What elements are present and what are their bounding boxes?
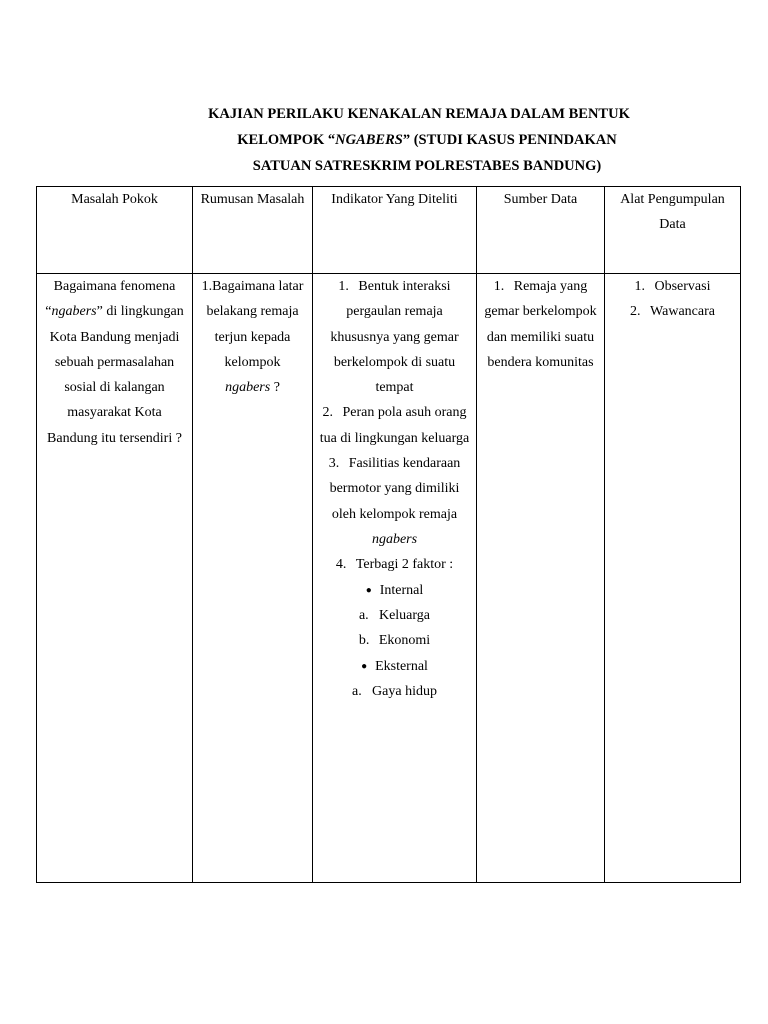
- list-item: 1. Bentuk interaksi pergaulan remaja khususnya yang gemar berkelompok di suatu tempat: [330, 279, 459, 396]
- table-header-row: [37, 187, 741, 274]
- list-item: 4. Terbagi 2 faktor :: [335, 557, 454, 573]
- cell-masalah-pokok: Bagaimana fenomena “ngabers” di lingkungan Kota Bandung menjadi sebuah permasalahan sosial di kalangan masyarakat Kota Bandung itu tersendiri ?: [37, 274, 193, 883]
- cell-rumusan-masalah: 1.Bagaimana latar belakang remaja terjun kepada kelompok ngabers ?: [193, 274, 313, 883]
- header-rumusan-masalah: Rumusan Masalah: [193, 187, 313, 274]
- list-item: b. Ekonomi: [358, 633, 431, 649]
- list-item: ● Internal: [317, 578, 472, 603]
- document-title: [0, 101, 768, 179]
- list-item: 1. Observasi: [634, 279, 711, 294]
- cell-sumber-data: 1. Remaja yang gemar berkelompok dan memiliki suatu bendera komunitas: [477, 274, 605, 883]
- title-line-3: SATUAN SATRESKRIM POLRESTABES BANDUNG): [252, 158, 602, 174]
- list-item: ● Eksternal: [317, 654, 472, 679]
- title-line-1: KAJIAN PERILAKU KENAKALAN REMAJA DALAM BENTUK: [208, 106, 630, 122]
- list-item: a. Gaya hidup: [352, 684, 437, 699]
- title-line-2: KELOMPOK “NGABERS” (STUDI KASUS PENINDAKAN: [237, 132, 617, 148]
- table-row: [37, 274, 741, 883]
- header-sumber-data: Sumber Data: [477, 187, 605, 274]
- list-item: a. Keluarga: [358, 607, 431, 623]
- list-item: 2. Peran pola asuh orang tua di lingkungan keluarga: [319, 405, 470, 446]
- bullet-icon: ●: [361, 660, 368, 672]
- header-alat-pengumpulan: Alat Pengumpulan Data: [605, 187, 741, 274]
- cell-alat-pengumpulan: [605, 274, 741, 883]
- bullet-icon: ●: [365, 584, 372, 596]
- list-item: 3. Fasilitias kendaraan bermotor yang dimiliki oleh kelompok remaja ngabers: [328, 456, 461, 547]
- cell-indikator: [313, 274, 477, 883]
- list-item: 2. Wawancara: [630, 304, 715, 320]
- header-masalah-pokok: Masalah Pokok: [37, 187, 193, 274]
- research-matrix-table: [36, 186, 741, 883]
- header-indikator: Indikator Yang Diteliti: [313, 187, 477, 274]
